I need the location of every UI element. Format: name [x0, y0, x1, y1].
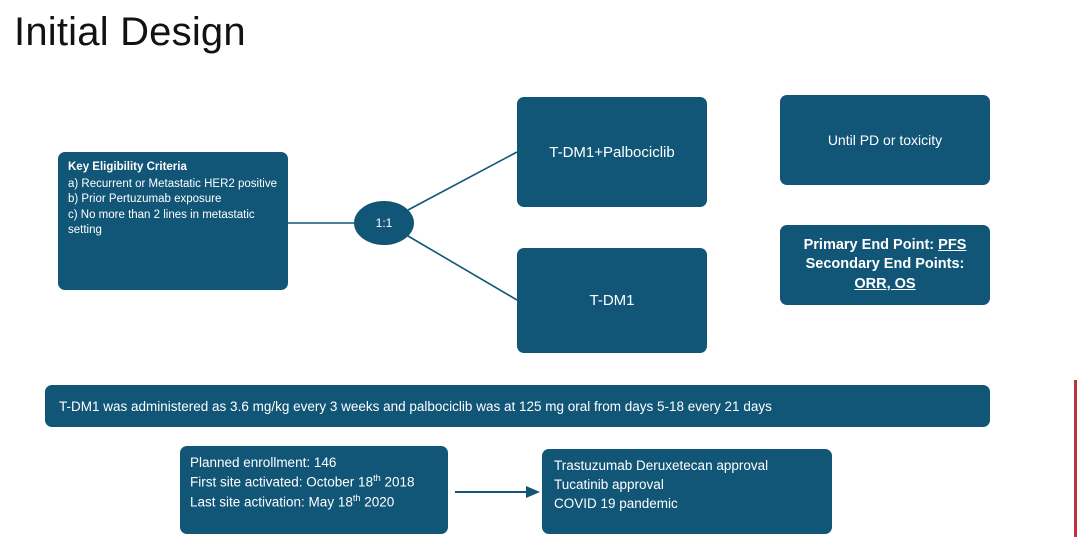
eligibility-criterion-b: b) Prior Pertuzumab exposure: [68, 193, 222, 206]
external-events-box: [542, 449, 832, 534]
arm-experimental-box: [517, 97, 707, 207]
external-event-1: Trastuzumab Deruxetecan approval: [554, 458, 769, 473]
primary-endpoint-value: PFS: [938, 236, 967, 253]
eligibility-criteria-box: [58, 152, 288, 290]
randomization-ratio-label: 1:1: [375, 216, 393, 230]
eligibility-criterion-c: c) No more than 2 lines in metastatic setting: [68, 208, 255, 236]
secondary-endpoint-value-line: [854, 275, 915, 295]
last-site-prefix: Last site activation: May 18: [190, 494, 353, 510]
dosing-banner: [45, 385, 990, 427]
randomization-ratio-node: [354, 201, 414, 245]
last-site-line: [190, 492, 438, 512]
first-site-ordinal: th: [373, 473, 381, 484]
primary-endpoint-line: [804, 236, 967, 256]
treatment-duration-box: [780, 95, 990, 185]
planned-enrollment-line: Planned enrollment: 146: [190, 455, 337, 470]
primary-endpoint-prefix: Primary End Point:: [803, 236, 939, 253]
first-site-suffix: 2018: [380, 474, 415, 490]
treatment-duration-label: Until PD or toxicity: [827, 132, 943, 148]
external-event-2: Tucatinib approval: [554, 477, 664, 493]
dosing-text: T-DM1 was administered as 3.6 mg/kg every 3 weeks and palbociclib was at 125 mg oral from days 5-18 every 21 days: [59, 398, 772, 414]
last-site-suffix: 2020: [360, 494, 395, 510]
external-event-3: COVID 19 pandemic: [554, 496, 678, 512]
last-site-ordinal: th: [352, 492, 361, 503]
eligibility-header: Key Eligibility Criteria: [68, 161, 187, 173]
arm-control-label: T-DM1: [589, 292, 635, 309]
enrollment-timeline-box: [180, 446, 448, 534]
page-title: Initial Design: [14, 10, 246, 54]
secondary-endpoint-prefix: Secondary End Points:: [805, 256, 965, 273]
arm-control-box: [517, 248, 707, 353]
secondary-endpoint-value: ORR, OS: [854, 275, 916, 292]
eligibility-criterion-a: a) Recurrent or Metastatic HER2 positive: [68, 178, 277, 191]
first-site-line: [190, 472, 438, 492]
secondary-endpoint-line: [806, 255, 965, 275]
endpoints-box: [780, 225, 990, 305]
arm-experimental-label: T-DM1+Palbociclib: [549, 143, 675, 161]
first-site-prefix: First site activated: October 18: [190, 474, 374, 490]
